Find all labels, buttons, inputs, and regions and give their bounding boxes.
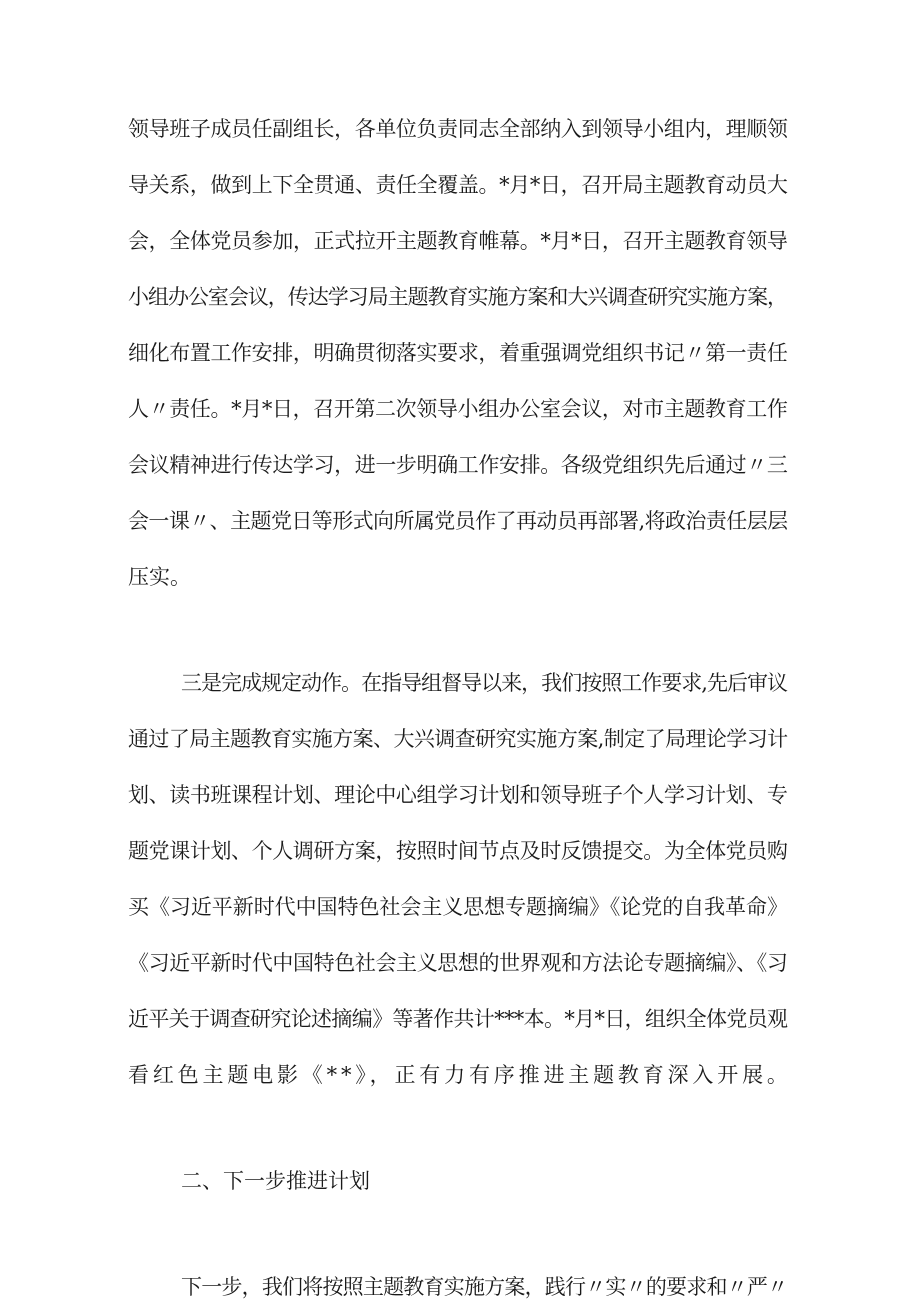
- text-line: 压实。: [128, 565, 191, 589]
- text-line: 会，全体党员参加，正式拉开主题教育帷幕。*月*日，召开主题教育领导: [128, 229, 788, 253]
- text-line: 通过了局主题教育实施方案、大兴调查研究实施方案,制定了局理论学习计: [128, 727, 788, 751]
- text-line: 会一课〃、主题党日等形式向所属党员作了再动员再部署,将政治责任层层: [128, 509, 788, 533]
- text-line: 题党课计划、个人调研方案，按照时间节点及时反馈提交。为全体党员购: [128, 839, 788, 863]
- text-line: 人〃责任。*月*日，召开第二次领导小组办公室会议，对市主题教育工作: [128, 397, 788, 421]
- text-line: 小组办公室会议，传达学习局主题教育实施方案和大兴调查研究实施方案，: [128, 285, 788, 309]
- text-line: 看红色主题电影《**》，正有力有序推进主题教育深入开展。: [128, 1063, 792, 1087]
- text-line: 领导班子成员任副组长，各单位负责同志全部纳入到领导小组内，理顺领: [128, 117, 788, 141]
- text-line: 三是完成规定动作。在指导组督导以来，我们按照工作要求,先后审议: [181, 671, 787, 695]
- text-line: 划、读书班课程计划、理论中心组学习计划和领导班子个人学习计划、专: [128, 783, 788, 807]
- text-line: 近平关于调查研究论述摘编》等著作共计***本。*月*日，组织全体党员观: [128, 1007, 788, 1031]
- text-line: 下一步，我们将按照主题教育实施方案，践行〃实〃的要求和〃严〃: [181, 1275, 788, 1299]
- section-heading: 二、下一步推进计划: [181, 1169, 370, 1193]
- text-line: 《习近平新时代中国特色社会主义思想的世界观和方法论专题摘编》、《习: [128, 951, 788, 975]
- text-line: 导关系，做到上下全贯通、责任全覆盖。*月*日，召开局主题教育动员大: [128, 173, 788, 197]
- text-line: 买《习近平新时代中国特色社会主义思想专题摘编》《论党的自我革命》: [128, 895, 788, 919]
- text-line: 会议精神进行传达学习，进一步明确工作安排。各级党组织先后通过〃三: [128, 453, 788, 477]
- text-line: 细化布置工作安排，明确贯彻落实要求，着重强调党组织书记〃第一责任: [128, 341, 788, 365]
